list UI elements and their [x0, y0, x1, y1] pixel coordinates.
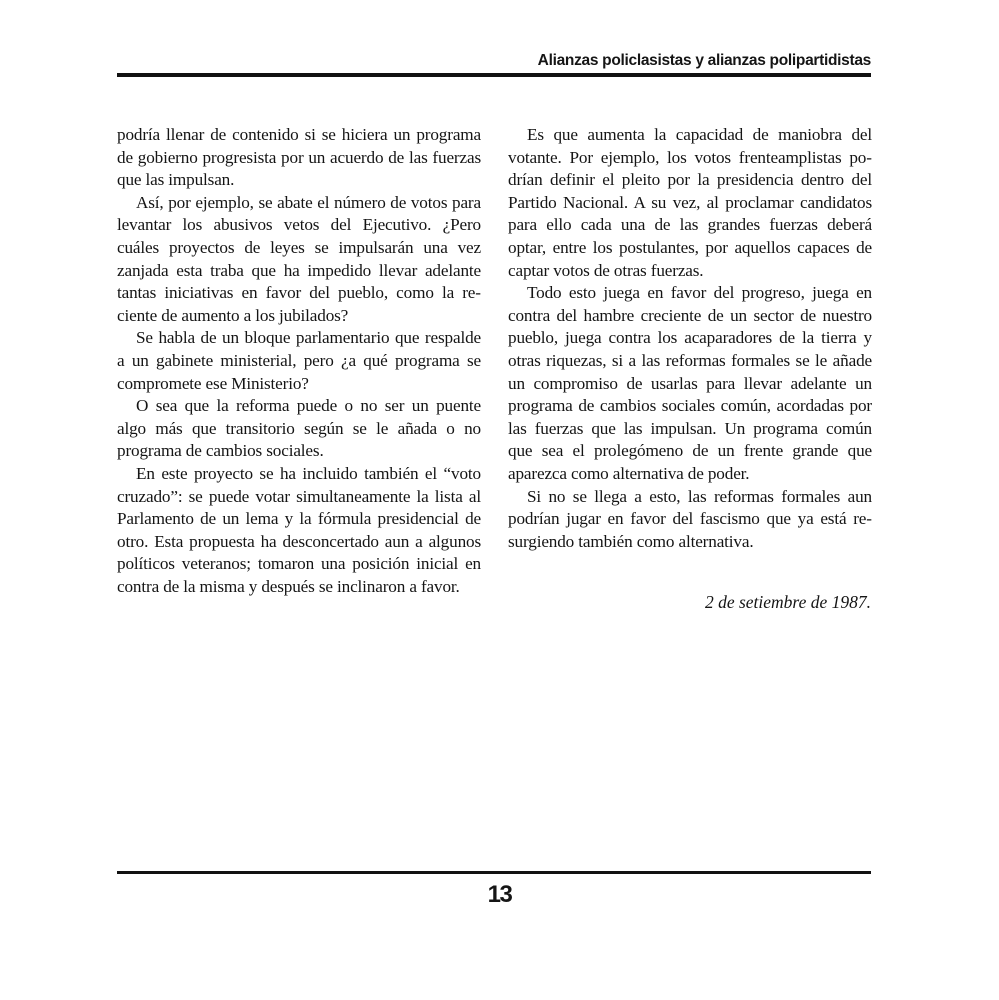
right-column — [508, 124, 872, 553]
paragraph: Todo esto juega en favor del progreso, juega en contra del hambre creciente de un sector de nuestro pueblo, juega contra los acaparadores de la tierra y otras riquezas, si a las reformas formales se le añade un compromiso de usarlas para llevar adelante un programa de cambios sociales común, acordadas por las fuerzas que las impulsan. Un programa común que sea el prolegómeno de un frente grande que aparezca como alternativa de poder. — [508, 283, 872, 483]
article-date: 2 de setiembre de 1987. — [704, 592, 871, 612]
running-header: Alianzas policlasistas y alianzas polipartidistas — [537, 52, 871, 69]
paragraph: En este proyecto se ha incluido también el “voto cruzado”: se puede votar simultaneamente la lista al Parlamento de un lema y la fórmula presidencial de otro. Esta propuesta ha desconcertado aun a algunos políticos veteranos; tomaron una posición inicial en contra de la misma y después se inclinaron a favor. — [117, 463, 481, 596]
left-column — [117, 124, 481, 598]
page-number: 13 — [487, 881, 512, 908]
footer-rule — [117, 871, 871, 874]
paragraph: Si no se llega a esto, las reformas formales aun podrían jugar en favor del fascismo que ya está resurgiendo también como alternativa. — [508, 486, 872, 551]
header-rule — [117, 73, 871, 77]
paragraph: podría llenar de contenido si se hiciera un programa de gobierno progresista por un acuerdo de las fuerzas que las impulsan. — [117, 125, 481, 190]
paragraph: Así, por ejemplo, se abate el número de votos para levantar los abusivos vetos del Ejecutivo. ¿Pero cuáles proyectos de leyes se impulsarán una vez zanjada esta traba que ha impedido llevar adelante tantas iniciativas en favor del pueblo, como la reciente de aumento a los jubilados? — [117, 192, 481, 325]
paragraph: O sea que la reforma puede o no ser un puente algo más que transitorio según se le añada o no programa de cambios sociales. — [117, 396, 481, 461]
paragraph: Es que aumenta la capacidad de maniobra del votante. Por ejemplo, los votos frenteamplistas podrían definir el pleito por la presidencia dentro del Partido Nacional. A su vez, al proclamar candidatos para ello cada una de las grandes fuerzas deberá optar, entre los postulantes, por aquellos capaces de captar votos de otras fuerzas. — [508, 125, 872, 280]
paragraph: Se habla de un bloque parlamentario que respalde a un gabinete ministerial, pero ¿a qué programa se compromete ese Ministerio? — [117, 328, 481, 393]
